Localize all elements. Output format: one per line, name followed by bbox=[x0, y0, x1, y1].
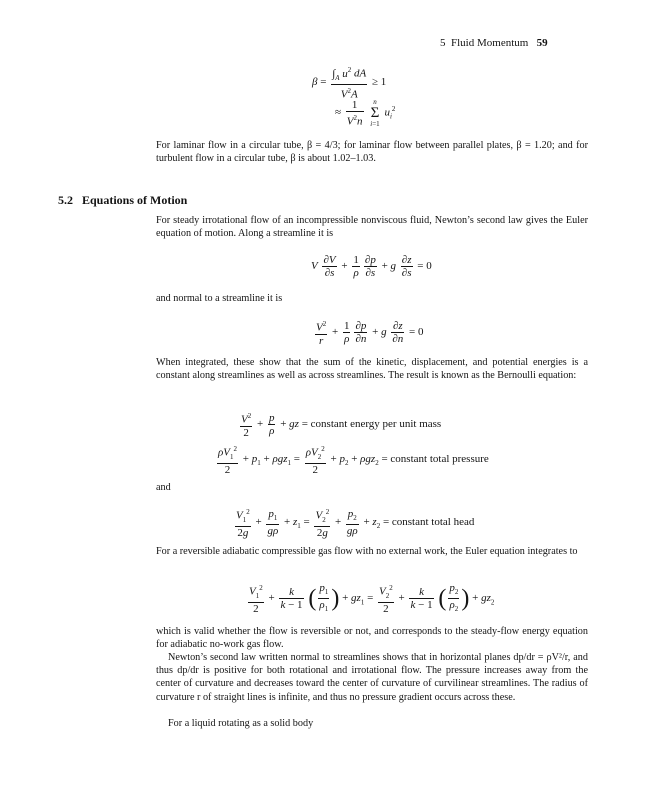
section-heading bbox=[58, 193, 187, 208]
euler-streamline-equation: V $\frac{\partial V}{\partial s}$ + $\frac{1}{\rho}$ $\frac{\partial p}{\partial s}$ + g $\frac{\partial z}{\partial s}$ = 0 bbox=[311, 254, 432, 279]
paragraph-adiabatic-intro: For a reversible adiabatic compressible gas flow with no external work, the Euler equation integrates to bbox=[156, 546, 578, 557]
bernoulli-energy-equation: $\frac{V^2}{2}$ + $\frac{p}{\rho}$ + gz = constant energy per unit mass bbox=[241, 411, 442, 439]
total-head-label: = constant total head bbox=[382, 515, 475, 528]
beta-approximation-equation: ≈ $\frac{1}{V^2n}$ n Σ i=1 $u_i^2$ bbox=[335, 98, 396, 128]
laminar-flow-note: For laminar flow in a circular tube, β = 4/3; for laminar flow between parallel plates, β = 1.20; and for turbulent flow in a circular tube, β is about 1.02–1.03. bbox=[156, 140, 588, 165]
section-title: Equations of Motion bbox=[82, 193, 188, 207]
running-header bbox=[440, 37, 548, 49]
paragraph-euler-intro: For steady irrotational flow of an incompressible nonviscous fluid, Newton’s second law gives the Euler equation of motion. Along a streamline it is bbox=[156, 215, 588, 240]
total-pressure-label: = constant total pressure bbox=[381, 452, 489, 465]
chapter-title: Fluid Momentum bbox=[451, 37, 529, 49]
chapter-number: 5 bbox=[440, 37, 446, 49]
page-number: 59 bbox=[536, 37, 548, 49]
paragraph-normal-intro: and normal to a streamline it is bbox=[156, 293, 283, 304]
energy-per-mass-label: = constant energy per unit mass bbox=[301, 417, 442, 430]
paragraph-and: and bbox=[156, 482, 171, 493]
section-number: 5.2 bbox=[58, 193, 73, 207]
beta-inequality: ≥ 1 bbox=[371, 75, 387, 88]
bernoulli-pressure-equation: $\frac{\rho V_1^2}{2}$ + $p_1 + \rho gz_1$ = $\frac{\rho V_2^2}{2}$ + $p_2 + \rho gz_2$ = constant total pressure bbox=[218, 445, 489, 476]
paragraph-solid-body: For a liquid rotating as a solid body bbox=[168, 718, 314, 729]
paragraph-newton-normal: Newton’s second law written normal to streamlines shows that in horizontal planes dp/dr = ρV²/r, and thus dp/dr is positive for both rotational and irrotational flow. The pressure increases away from the center of curvature and decreases toward the center of curvature of curvilinear streamlines. The radius of curvature r of straight lines is infinite, and thus no pressure gradient occurs across these. bbox=[156, 652, 588, 703]
beta-definition-equation: β = $\frac{\int_A u^2 dA}{V^2A}$ ≥ 1 bbox=[312, 66, 387, 101]
paragraph-bernoulli-intro: When integrated, these show that the sum of the kinetic, displacement, and potential energies is a constant along streamlines as well as across streamlines. The result is known as the Bernoulli equation: bbox=[156, 357, 588, 382]
euler-normal-equation: $\frac{V^2}{r}$ + $\frac{1}{\rho}$ $\frac{\partial p}{\partial n}$ + g $\frac{\partial z}{\partial n}$ = 0 bbox=[316, 319, 424, 347]
bernoulli-head-equation: $\frac{V_1^2}{2g}$ + $\frac{p_1}{g\rho}$ + $z_1$ = $\frac{V_2^2}{2g}$ + $\frac{p_2}{g\rho}$ + $z_2$ = constant total head bbox=[236, 507, 475, 539]
compressible-euler-equation: $\frac{V_1^2}{2}$ + $\frac{k}{k - 1}$ ( $\frac{p_1}{\rho_1}$ ) + $gz_1$ = $\frac{V_2^2}{2}$ + $\frac{k}{k - 1}$ ( $\frac{p_2}{\rho_2}$ ) + $gz_2$ bbox=[249, 582, 495, 616]
paragraph-validity: which is valid whether the flow is reversible or not, and corresponds to the steady-flow energy equation for adiabatic no-work gas flow. bbox=[156, 626, 588, 651]
